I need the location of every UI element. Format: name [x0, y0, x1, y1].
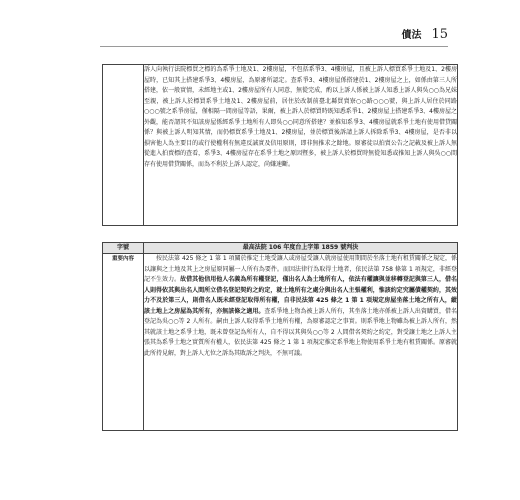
running-header — [40, 26, 448, 44]
bottom-case-text — [144, 254, 458, 431]
para1-text: 按民法第 425 條之 1 第 1 項關於推定土地受讓人或房屋受讓人就房屋使用期間於坐落土地有租賃關係之規定，係以讓與之土地及其上之房屋原同屬一人所有為要件。而因法律行為取得土地者，依民法第 758 條第 1 項規定，非經登記不生效力。 — [144, 255, 457, 283]
top-case-table — [102, 64, 458, 226]
label-header: 字號 — [103, 243, 144, 254]
bottom-paragraph — [144, 254, 457, 359]
header-title: 債法 — [401, 30, 422, 41]
case-title: 最高法院 106 年度台上字第 1859 號判決 — [144, 243, 458, 254]
top-case-text — [144, 65, 458, 226]
para1-tail-text: 查系爭地上物為被上訴人所有，其坐落土地亦係被上訴人出資購買，借名登記為吳○○等 2 人所有。嗣由上訴人取得系爭土地所有權，為原審認定之事實。則系爭地上物雖為被上訴人所有，然其就該土地之系爭土地，既未曾登記為所有人，自不得以其與吳○○等 2 人間借名契約之約定，對受讓土地之上訴人主張其為系爭土地之實質所有權人，依民法第 425 條之 1 第 1 項規定推定系爭地上物使用系爭土地有租賃關係。原審就此所持見解，對上訴人尤位之訴為其敗訴之判決，不無可議。 — [144, 307, 457, 357]
header-rule — [100, 46, 448, 47]
bottom-case-table — [102, 242, 458, 431]
top-paragraph: 訴人向執行法院標買之標的為系爭土地及1、2樓房屋，不包括系爭3、4樓房屋，且被上訴人標買系爭土地及1、2樓房屋時，已知其上搭建系爭3、4樓房屋，為原審所認定。查系爭3、4樓房屋係搭建於1、2樓房屋之上，如係由第三人所搭建，依一般實情，未經地主或1、2樓房屋所有人同意，無從完成，酌以上訴人係被上訴人知悉上訴人與吳○○為兄妹至親，被上訴人於標買系爭土地及1、2樓房屋前，居住於改制前臺北縣買賣寮○○路○○○號，與上訴人居住於同路○○○號之系爭房屋，僅相隔一間房屋等語，果爾，被上訴人於標買時既知悉系爭1、2樓房屋上搭建系爭3、4樓房屋之外觀，能否謂其不知該房屋係經系爭土地所有人即吳○○同意所搭建？並推知系爭3、4樓房屋就系爭土地有使用借貸關係？與被上訴人明知其情，而仍標買系爭土地及1、2樓房屋，並於標買後訴請上訴人拆除系爭3、4樓房屋，是否非以損害他人為主要目的或行使權利有無違反誠實及信用原則，即非無推求之餘地。原審徒以拍賣公告之記載及被上訴人無從進入拍賣標的查看，系爭3、4樓房屋存在系爭土地之原因暨多，被上訴人於標買時無從知悉或推知上訴人與吳○○間存有使用借貸關係，而為不利於上訴人認定，尚嫌速斷。 — [144, 66, 457, 168]
para1-bold-text: 故借其他信用他人名義為所有權登記，僅出名人為土地所有人，依法有權讓與並移轉登記與第三人，借名人則得依其與出名人間所立借名登記契約之約定，就土地所有之處分與出名人主張權利，惟該約定究屬債權契約，其效力不及於第三人，則借名人既未經登記取得所有權，自非民法第 425 條之 1 第 1 項規定房屋坐落土地之所有人，縱該土地上之房屋為其所有，亦無該條之適用。 — [144, 276, 457, 315]
label-main: 重要內容 — [103, 254, 144, 431]
page-number: 15 — [431, 27, 448, 42]
top-label-cell — [103, 65, 144, 226]
